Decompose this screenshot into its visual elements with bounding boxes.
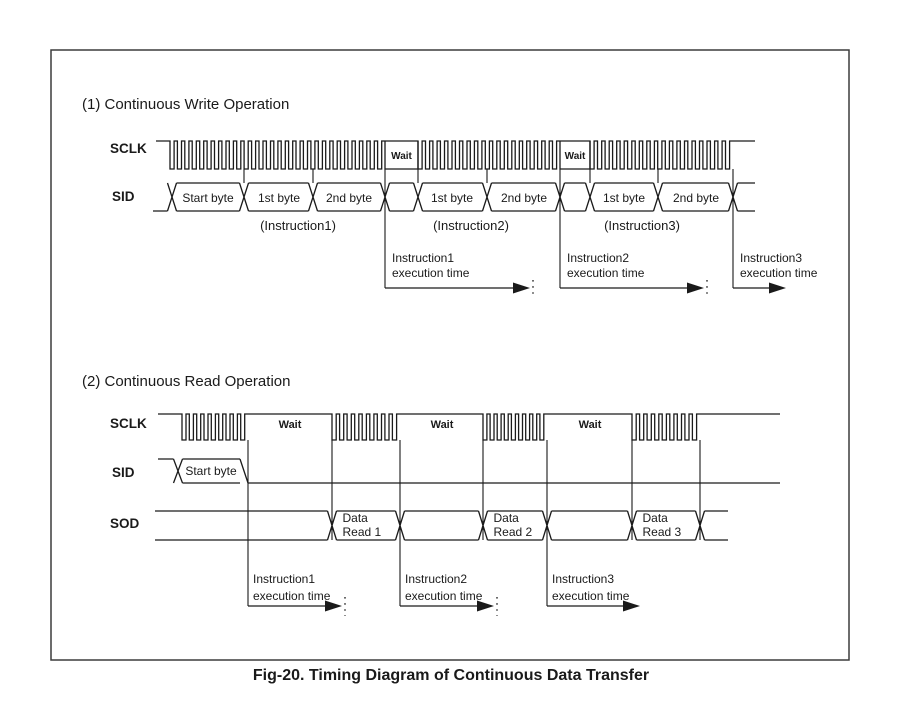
execution-instruction-name: Instruction1 [392,251,455,265]
execution-time-text: execution time [392,266,470,280]
read-sid-bus [158,459,780,483]
read-data-label-line2: Read 3 [642,525,682,539]
write-byte-boundary-lines [244,169,658,183]
execution-time-text: execution time [740,266,818,280]
write-instruction-group-label: (Instruction3) [604,218,680,233]
execution-instruction-name: Instruction2 [405,572,468,586]
read-data-label-line2: Read 1 [342,525,382,539]
read-wait-label: Wait [578,419,602,431]
write-sclk-label: SCLK [110,141,147,156]
read-section-title: (2) Continuous Read Operation [82,373,291,390]
write-instruction-group-label: (Instruction2) [433,218,509,233]
write-sid-byte-label: 2nd byte [325,191,373,205]
execution-time-text: execution time [552,589,630,603]
read-sid-label: SID [112,465,135,480]
execution-time-text: execution time [405,589,483,603]
write-sid-byte-label: 1st byte [602,191,646,205]
read-sid-start-byte-label: Start byte [185,464,237,478]
write-operation-diagram [110,141,818,298]
read-execution-annotation [400,572,497,616]
read-data-label-line1: Data [342,511,368,525]
write-sclk-waveform [156,141,755,169]
execution-instruction-name: Instruction3 [740,251,803,265]
read-operation-diagram [110,414,780,616]
execution-instruction-name: Instruction3 [552,572,615,586]
write-sid-byte-label: 1st byte [430,191,474,205]
read-sclk-waveform [158,414,780,440]
write-sid-byte-label: Start byte [182,191,234,205]
read-sod-label: SOD [110,516,140,531]
read-data-label-line1: Data [642,511,668,525]
write-wait-label: Wait [564,151,586,162]
read-data-label-line2: Read 2 [493,525,533,539]
execution-arrow-head [769,283,786,294]
read-wait-label: Wait [430,419,454,431]
execution-instruction-name: Instruction2 [567,251,630,265]
read-wait-label: Wait [278,419,302,431]
write-instruction-group-label: (Instruction1) [260,218,336,233]
execution-time-text: execution time [567,266,645,280]
write-sid-byte-label: 1st byte [257,191,301,205]
write-sid-label: SID [112,189,135,204]
read-data-label-line1: Data [493,511,519,525]
write-execution-annotation [733,251,818,294]
write-execution-annotation [385,251,533,298]
execution-arrow-head [513,283,530,294]
execution-arrow-head [687,283,704,294]
write-section-title: (1) Continuous Write Operation [82,96,290,113]
write-wait-label: Wait [391,151,412,162]
write-execution-annotation [560,251,707,298]
write-sid-byte-label: 2nd byte [672,191,720,205]
figure-caption: Fig-20. Timing Diagram of Continuous Data Transfer [252,667,650,684]
execution-instruction-name: Instruction1 [253,572,316,586]
read-execution-annotation [248,572,345,616]
read-execution-annotation [547,572,640,612]
read-sclk-label: SCLK [110,416,147,431]
execution-time-text: execution time [253,589,331,603]
write-sid-byte-label: 2nd byte [500,191,548,205]
